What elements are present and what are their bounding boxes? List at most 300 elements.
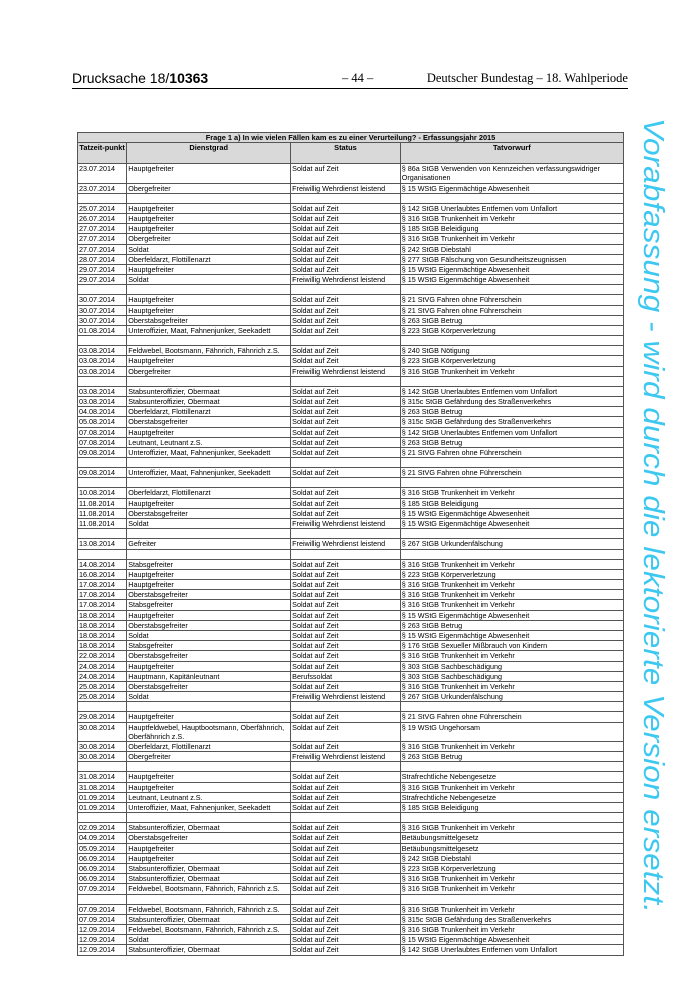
cell-charge: § 185 StGB Beleidigung <box>400 802 623 812</box>
cell-time: 18.08.2014 <box>78 610 127 620</box>
cell-rank: Obergefreiter <box>127 234 291 244</box>
cell-time: 07.08.2014 <box>78 437 127 447</box>
cell-status: Soldat auf Zeit <box>291 234 401 244</box>
spacer-cell <box>400 336 623 346</box>
cell-rank: Hauptgefreiter <box>127 498 291 508</box>
cell-time: 17.08.2014 <box>78 579 127 589</box>
cell-status: Soldat auf Zeit <box>291 904 401 914</box>
page-header <box>72 70 628 90</box>
cell-charge: Strafrechtliche Nebengesetze <box>400 772 623 782</box>
cell-rank: Oberstabsgefreiter <box>127 590 291 600</box>
table-row <box>78 315 624 325</box>
cell-time: 06.09.2014 <box>78 874 127 884</box>
cell-charge: § 142 StGB Unerlaubtes Entfernen vom Unfallort <box>400 427 623 437</box>
spacer-cell <box>78 478 127 488</box>
table-row <box>78 782 624 792</box>
cell-rank: Hauptgefreiter <box>127 661 291 671</box>
cell-time: 25.07.2014 <box>78 203 127 213</box>
table-row <box>78 590 624 600</box>
cell-rank: Stabsunteroffizier, Obermaat <box>127 945 291 955</box>
spacer-row <box>78 336 624 346</box>
table-row <box>78 326 624 336</box>
cell-charge: § 263 StGB Betrug <box>400 407 623 417</box>
cell-charge: § 15 WStG Eigenmächtige Abwesenheit <box>400 935 623 945</box>
cell-status: Soldat auf Zeit <box>291 164 401 183</box>
table-row <box>78 651 624 661</box>
cell-time: 31.08.2014 <box>78 782 127 792</box>
cell-time: 10.08.2014 <box>78 488 127 498</box>
cell-charge: § 142 StGB Unerlaubtes Entfernen vom Unfallort <box>400 945 623 955</box>
cell-status: Soldat auf Zeit <box>291 722 401 741</box>
table-row <box>78 265 624 275</box>
cell-rank: Oberfeldarzt, Flottillenarzt <box>127 488 291 498</box>
cell-charge: § 19 WStG Ungehorsam <box>400 722 623 741</box>
cell-charge: § 316 StGB Trunkenheit im Verkehr <box>400 600 623 610</box>
watermark-text: Vorabfassung - wird durch die lektorierte Version ersetzt. <box>637 118 669 847</box>
cell-rank: Hauptgefreiter <box>127 569 291 579</box>
cell-charge: § 303 StGB Sachbeschädigung <box>400 661 623 671</box>
spacer-cell <box>127 285 291 295</box>
cell-status: Soldat auf Zeit <box>291 843 401 853</box>
cell-rank: Oberstabsgefreiter <box>127 833 291 843</box>
spacer-cell <box>127 762 291 772</box>
spacer-cell <box>291 336 401 346</box>
cell-status: Soldat auf Zeit <box>291 203 401 213</box>
cell-rank: Oberstabsgefreiter <box>127 417 291 427</box>
col-header-status: Status <box>291 143 401 164</box>
cell-time: 05.09.2014 <box>78 843 127 853</box>
table-row <box>78 712 624 722</box>
cell-rank: Hauptgefreiter <box>127 579 291 589</box>
cell-status: Soldat auf Zeit <box>291 853 401 863</box>
cell-status: Soldat auf Zeit <box>291 448 401 458</box>
cell-charge: § 21 StVG Fahren ohne Führerschein <box>400 468 623 478</box>
table-row <box>78 386 624 396</box>
cell-charge: § 316 StGB Trunkenheit im Verkehr <box>400 904 623 914</box>
spacer-cell <box>78 702 127 712</box>
cell-status: Freiwillig Wehrdienst leistend <box>291 519 401 529</box>
cell-time: 12.09.2014 <box>78 945 127 955</box>
cell-time: 01.09.2014 <box>78 792 127 802</box>
cell-rank: Stabsunteroffizier, Obermaat <box>127 874 291 884</box>
cell-time: 24.08.2014 <box>78 661 127 671</box>
cell-rank: Leutnant, Leutnant z.S. <box>127 437 291 447</box>
cell-time: 31.08.2014 <box>78 772 127 782</box>
cell-time: 30.08.2014 <box>78 741 127 751</box>
table-row <box>78 164 624 183</box>
table-row <box>78 630 624 640</box>
cell-rank: Stabsunteroffizier, Obermaat <box>127 863 291 873</box>
cell-rank: Hauptgefreiter <box>127 214 291 224</box>
cell-status: Soldat auf Zeit <box>291 600 401 610</box>
cell-status: Soldat auf Zeit <box>291 356 401 366</box>
cell-charge: § 316 StGB Trunkenheit im Verkehr <box>400 651 623 661</box>
cell-charge: § 223 StGB Körperverletzung <box>400 356 623 366</box>
cell-status: Soldat auf Zeit <box>291 407 401 417</box>
cell-status: Freiwillig Wehrdienst leistend <box>291 539 401 549</box>
cell-charge: § 142 StGB Unerlaubtes Entfernen vom Unfallort <box>400 386 623 396</box>
header-rule <box>72 88 628 89</box>
table-row <box>78 600 624 610</box>
cell-status: Soldat auf Zeit <box>291 884 401 894</box>
cell-rank: Soldat <box>127 275 291 285</box>
cell-status: Soldat auf Zeit <box>291 244 401 254</box>
cell-rank: Hauptgefreiter <box>127 224 291 234</box>
cell-time: 28.07.2014 <box>78 254 127 264</box>
cell-rank: Oberstabsgefreiter <box>127 315 291 325</box>
spacer-cell <box>400 894 623 904</box>
table-row <box>78 833 624 843</box>
spacer-cell <box>127 813 291 823</box>
cell-status: Soldat auf Zeit <box>291 397 401 407</box>
table-body <box>78 164 624 955</box>
spacer-cell <box>400 702 623 712</box>
cell-status: Soldat auf Zeit <box>291 417 401 427</box>
table-row <box>78 346 624 356</box>
spacer-cell <box>78 193 127 203</box>
cell-status: Soldat auf Zeit <box>291 792 401 802</box>
cell-rank: Gefreiter <box>127 539 291 549</box>
cell-charge: § 315c StGB Gefährdung des Straßenverkehrs <box>400 914 623 924</box>
cell-rank: Stabsunteroffizier, Obermaat <box>127 397 291 407</box>
cell-time: 30.07.2014 <box>78 295 127 305</box>
cell-status: Soldat auf Zeit <box>291 427 401 437</box>
cell-rank: Hauptmann, Kapitänleutnant <box>127 671 291 681</box>
verdict-table <box>77 132 624 956</box>
cell-status: Soldat auf Zeit <box>291 295 401 305</box>
cell-status: Soldat auf Zeit <box>291 468 401 478</box>
cell-status: Soldat auf Zeit <box>291 772 401 782</box>
cell-status: Freiwillig Wehrdienst leistend <box>291 366 401 376</box>
cell-charge: § 316 StGB Trunkenheit im Verkehr <box>400 782 623 792</box>
cell-status: Soldat auf Zeit <box>291 214 401 224</box>
table-row <box>78 356 624 366</box>
watermark <box>628 118 676 913</box>
cell-rank: Unteroffizier, Maat, Fahnenjunker, Seekadett <box>127 448 291 458</box>
cell-charge: § 15 WStG Eigenmächtige Abwesenheit <box>400 610 623 620</box>
spacer-cell <box>127 458 291 468</box>
spacer-row <box>78 478 624 488</box>
cell-charge: § 242 StGB Diebstahl <box>400 853 623 863</box>
spacer-cell <box>78 762 127 772</box>
spacer-cell <box>78 894 127 904</box>
table-row <box>78 539 624 549</box>
spacer-cell <box>291 762 401 772</box>
table-row <box>78 722 624 741</box>
cell-status: Soldat auf Zeit <box>291 863 401 873</box>
table-row <box>78 427 624 437</box>
table-title: Frage 1 a) In wie vielen Fällen kam es zu einer Verurteilung? - Erfassungsjahr 2015 <box>78 133 624 143</box>
table-row <box>78 681 624 691</box>
cell-time: 13.08.2014 <box>78 539 127 549</box>
table-row <box>78 823 624 833</box>
table-row <box>78 874 624 884</box>
spacer-cell <box>291 458 401 468</box>
cell-charge: § 263 StGB Betrug <box>400 437 623 447</box>
cell-rank: Unteroffizier, Maat, Fahnenjunker, Seekadett <box>127 326 291 336</box>
cell-status: Freiwillig Wehrdienst leistend <box>291 752 401 762</box>
cell-rank: Hauptgefreiter <box>127 265 291 275</box>
cell-rank: Hauptgefreiter <box>127 843 291 853</box>
spacer-cell <box>127 529 291 539</box>
cell-time: 02.09.2014 <box>78 823 127 833</box>
cell-status: Soldat auf Zeit <box>291 346 401 356</box>
spacer-cell <box>291 702 401 712</box>
spacer-cell <box>291 193 401 203</box>
table-row <box>78 904 624 914</box>
cell-time: 03.08.2014 <box>78 366 127 376</box>
cell-status: Soldat auf Zeit <box>291 508 401 518</box>
cell-time: 26.07.2014 <box>78 214 127 224</box>
spacer-cell <box>78 813 127 823</box>
cell-time: 30.07.2014 <box>78 315 127 325</box>
cell-status: Soldat auf Zeit <box>291 386 401 396</box>
cell-rank: Hauptgefreiter <box>127 427 291 437</box>
cell-status: Soldat auf Zeit <box>291 559 401 569</box>
cell-charge: § 223 StGB Körperverletzung <box>400 326 623 336</box>
cell-rank: Stabsgefreiter <box>127 641 291 651</box>
spacer-cell <box>400 813 623 823</box>
cell-charge: § 263 StGB Betrug <box>400 752 623 762</box>
spacer-cell <box>291 549 401 559</box>
cell-status: Soldat auf Zeit <box>291 935 401 945</box>
spacer-row <box>78 285 624 295</box>
cell-rank: Soldat <box>127 244 291 254</box>
table-row <box>78 772 624 782</box>
cell-rank: Stabsunteroffizier, Obermaat <box>127 914 291 924</box>
cell-time: 03.08.2014 <box>78 397 127 407</box>
cell-charge: § 242 StGB Diebstahl <box>400 244 623 254</box>
cell-charge: § 15 WStG Eigenmächtige Abwesenheit <box>400 183 623 193</box>
cell-charge: § 15 WStG Eigenmächtige Abwesenheit <box>400 275 623 285</box>
cell-time: 18.08.2014 <box>78 641 127 651</box>
spacer-cell <box>400 549 623 559</box>
cell-rank: Obergefreiter <box>127 183 291 193</box>
spacer-row <box>78 894 624 904</box>
col-header-time: Tatzeit-punkt <box>78 143 127 164</box>
cell-time: 07.09.2014 <box>78 904 127 914</box>
col-header-charge: Tatvorwurf <box>400 143 623 164</box>
cell-status: Soldat auf Zeit <box>291 925 401 935</box>
cell-charge: § 21 StVG Fahren ohne Führerschein <box>400 448 623 458</box>
cell-charge: § 15 WStG Eigenmächtige Abwesenheit <box>400 508 623 518</box>
cell-time: 09.08.2014 <box>78 448 127 458</box>
cell-rank: Soldat <box>127 935 291 945</box>
cell-status: Freiwillig Wehrdienst leistend <box>291 183 401 193</box>
spacer-cell <box>127 549 291 559</box>
cell-time: 07.09.2014 <box>78 884 127 894</box>
table-row <box>78 234 624 244</box>
cell-charge: § 21 StVG Fahren ohne Führerschein <box>400 305 623 315</box>
table-row <box>78 610 624 620</box>
cell-charge: § 223 StGB Körperverletzung <box>400 863 623 873</box>
spacer-row <box>78 702 624 712</box>
cell-charge: § 316 StGB Trunkenheit im Verkehr <box>400 579 623 589</box>
cell-status: Freiwillig Wehrdienst leistend <box>291 692 401 702</box>
cell-status: Soldat auf Zeit <box>291 590 401 600</box>
spacer-cell <box>78 336 127 346</box>
cell-status: Soldat auf Zeit <box>291 437 401 447</box>
cell-status: Soldat auf Zeit <box>291 610 401 620</box>
cell-charge: § 316 StGB Trunkenheit im Verkehr <box>400 559 623 569</box>
table-row <box>78 183 624 193</box>
cell-status: Soldat auf Zeit <box>291 569 401 579</box>
cell-time: 11.08.2014 <box>78 498 127 508</box>
cell-charge: § 316 StGB Trunkenheit im Verkehr <box>400 681 623 691</box>
spacer-cell <box>291 478 401 488</box>
cell-charge: § 303 StGB Sachbeschädigung <box>400 671 623 681</box>
spacer-row <box>78 549 624 559</box>
cell-time: 03.08.2014 <box>78 386 127 396</box>
table-row <box>78 366 624 376</box>
spacer-cell <box>400 529 623 539</box>
cell-time: 22.08.2014 <box>78 651 127 661</box>
cell-status: Soldat auf Zeit <box>291 802 401 812</box>
table-row <box>78 519 624 529</box>
cell-status: Soldat auf Zeit <box>291 315 401 325</box>
cell-charge: § 316 StGB Trunkenheit im Verkehr <box>400 590 623 600</box>
table-row <box>78 488 624 498</box>
cell-rank: Oberstabsgefreiter <box>127 508 291 518</box>
table-row <box>78 925 624 935</box>
cell-time: 05.08.2014 <box>78 417 127 427</box>
cell-charge: § 15 WStG Eigenmächtige Abwesenheit <box>400 265 623 275</box>
cell-charge: § 315c StGB Gefährdung des Straßenverkehrs <box>400 397 623 407</box>
cell-rank: Stabsunteroffizier, Obermaat <box>127 386 291 396</box>
cell-time: 27.07.2014 <box>78 224 127 234</box>
cell-rank: Oberfeldarzt, Flottillenarzt <box>127 741 291 751</box>
cell-status: Soldat auf Zeit <box>291 661 401 671</box>
cell-rank: Stabsgefreiter <box>127 600 291 610</box>
cell-status: Soldat auf Zeit <box>291 651 401 661</box>
cell-time: 27.07.2014 <box>78 244 127 254</box>
cell-rank: Leutnant, Leutnant z.S. <box>127 792 291 802</box>
cell-charge: § 142 StGB Unerlaubtes Entfernen vom Unfallort <box>400 203 623 213</box>
table-row <box>78 508 624 518</box>
cell-status: Berufssoldat <box>291 671 401 681</box>
cell-charge: § 240 StGB Nötigung <box>400 346 623 356</box>
cell-rank: Hauptgefreiter <box>127 772 291 782</box>
spacer-row <box>78 458 624 468</box>
cell-charge: § 21 StVG Fahren ohne Führerschein <box>400 295 623 305</box>
cell-rank: Feldwebel, Bootsmann, Fähnrich, Fähnrich z.S. <box>127 884 291 894</box>
cell-time: 17.08.2014 <box>78 600 127 610</box>
spacer-row <box>78 193 624 203</box>
spacer-row <box>78 376 624 386</box>
cell-charge: § 277 StGB Fälschung von Gesundheitszeugnissen <box>400 254 623 264</box>
cell-time: 29.07.2014 <box>78 265 127 275</box>
document-number-value: 10363 <box>169 70 209 86</box>
cell-rank: Unteroffizier, Maat, Fahnenjunker, Seekadett <box>127 468 291 478</box>
spacer-cell <box>127 702 291 712</box>
table-row <box>78 275 624 285</box>
spacer-cell <box>127 336 291 346</box>
cell-charge: § 86a StGB Verwenden von Kennzeichen verfassungswidriger Organisationen <box>400 164 623 183</box>
cell-charge: § 316 StGB Trunkenheit im Verkehr <box>400 214 623 224</box>
cell-rank: Unteroffizier, Maat, Fahnenjunker, Seekadett <box>127 802 291 812</box>
page-number: – 44 – <box>342 71 374 85</box>
spacer-cell <box>291 813 401 823</box>
spacer-row <box>78 813 624 823</box>
cell-time: 04.08.2014 <box>78 407 127 417</box>
cell-rank: Hauptfeldwebel, Hauptbootsmann, Oberfähnrich, Oberfähnrich z.S. <box>127 722 291 741</box>
cell-rank: Oberfeldarzt, Flottillenarzt <box>127 407 291 417</box>
cell-rank: Hauptgefreiter <box>127 610 291 620</box>
table-row <box>78 884 624 894</box>
spacer-cell <box>400 478 623 488</box>
cell-time: 03.08.2014 <box>78 346 127 356</box>
cell-time: 03.08.2014 <box>78 356 127 366</box>
cell-time: 29.08.2014 <box>78 712 127 722</box>
cell-charge: § 316 StGB Trunkenheit im Verkehr <box>400 925 623 935</box>
cell-time: 29.07.2014 <box>78 275 127 285</box>
cell-charge: § 316 StGB Trunkenheit im Verkehr <box>400 823 623 833</box>
table-row <box>78 935 624 945</box>
table-row <box>78 863 624 873</box>
cell-time: 30.08.2014 <box>78 722 127 741</box>
cell-status: Soldat auf Zeit <box>291 945 401 955</box>
table-row <box>78 843 624 853</box>
spacer-cell <box>400 193 623 203</box>
cell-time: 27.07.2014 <box>78 234 127 244</box>
cell-status: Soldat auf Zeit <box>291 224 401 234</box>
cell-time: 09.08.2014 <box>78 468 127 478</box>
parliament-period: Deutscher Bundestag – 18. Wahlperiode <box>426 71 628 85</box>
cell-time: 24.08.2014 <box>78 671 127 681</box>
table-row <box>78 448 624 458</box>
table-row <box>78 397 624 407</box>
cell-status: Soldat auf Zeit <box>291 620 401 630</box>
spacer-cell <box>127 193 291 203</box>
cell-charge: § 316 StGB Trunkenheit im Verkehr <box>400 234 623 244</box>
cell-status: Soldat auf Zeit <box>291 326 401 336</box>
spacer-cell <box>400 458 623 468</box>
table-row <box>78 752 624 762</box>
cell-rank: Oberstabsgefreiter <box>127 620 291 630</box>
cell-rank: Hauptgefreiter <box>127 853 291 863</box>
cell-time: 11.08.2014 <box>78 519 127 529</box>
table-row <box>78 853 624 863</box>
cell-status: Soldat auf Zeit <box>291 782 401 792</box>
cell-time: 25.08.2014 <box>78 681 127 691</box>
cell-rank: Obergefreiter <box>127 366 291 376</box>
cell-status: Soldat auf Zeit <box>291 498 401 508</box>
spacer-row <box>78 529 624 539</box>
cell-rank: Hauptgefreiter <box>127 164 291 183</box>
cell-status: Soldat auf Zeit <box>291 712 401 722</box>
cell-time: 16.08.2014 <box>78 569 127 579</box>
cell-status: Soldat auf Zeit <box>291 254 401 264</box>
cell-rank: Stabsgefreiter <box>127 559 291 569</box>
cell-time: 23.07.2014 <box>78 183 127 193</box>
table-row <box>78 203 624 213</box>
cell-status: Soldat auf Zeit <box>291 914 401 924</box>
cell-time: 12.09.2014 <box>78 925 127 935</box>
cell-charge: § 15 WStG Eigenmächtige Abwesenheit <box>400 519 623 529</box>
cell-time: 01.08.2014 <box>78 326 127 336</box>
cell-charge: Betäubungsmittelgesetz <box>400 843 623 853</box>
table-row <box>78 244 624 254</box>
table-row <box>78 468 624 478</box>
cell-charge: § 263 StGB Betrug <box>400 620 623 630</box>
cell-charge: § 316 StGB Trunkenheit im Verkehr <box>400 488 623 498</box>
table-row <box>78 579 624 589</box>
cell-charge: § 316 StGB Trunkenheit im Verkehr <box>400 884 623 894</box>
cell-time: 18.08.2014 <box>78 630 127 640</box>
cell-rank: Hauptgefreiter <box>127 712 291 722</box>
table-row <box>78 214 624 224</box>
cell-rank: Feldwebel, Bootsmann, Fähnrich, Fähnrich z.S. <box>127 346 291 356</box>
